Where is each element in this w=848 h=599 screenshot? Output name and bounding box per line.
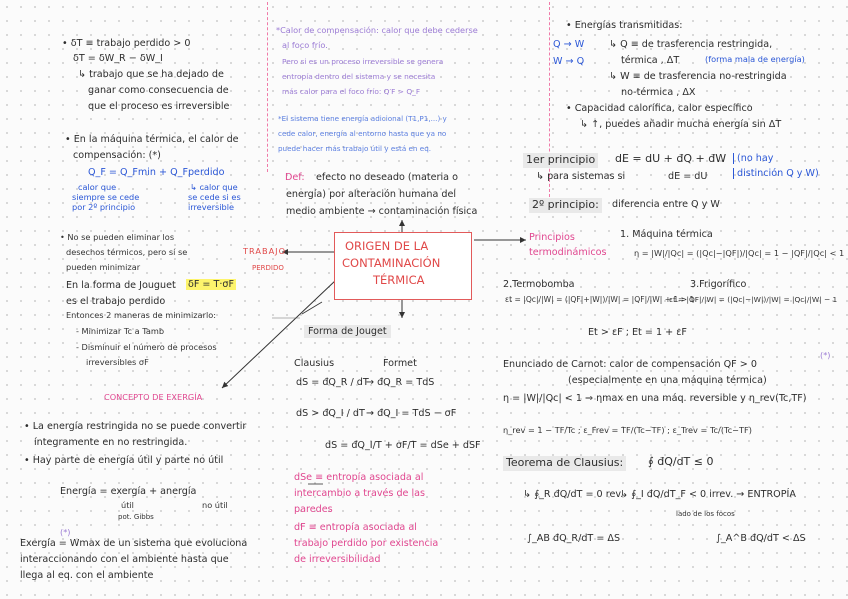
capacidad: • Capacidad calorífica, calor específico (566, 103, 753, 114)
no-util-label: no útil (202, 500, 228, 510)
primer-principio: 1er principio (523, 153, 598, 168)
pero-2: entropía dentro del sistema y se necesita (282, 72, 436, 81)
joguet-text: En la forma de Jouguet (66, 280, 176, 291)
maquina-eq: η = |W|/|Qc| = (|Qc|−|QF|)/|Qc| = 1 − |QF|/|Qc| < 1 (634, 248, 845, 258)
dsf-2: trabajo perdido por existencia (294, 538, 439, 549)
calor-que2-1: ↳ calor que (190, 182, 238, 192)
no-hay-2: distinción Q y W) (733, 168, 819, 179)
maquina-term: 1. Máquina térmica (620, 229, 713, 240)
de-du: dE = dU (668, 171, 708, 182)
rev-eq: ↳ ∮_R đQ/dT = 0 rev. (523, 489, 624, 500)
dt-note-1: ↳ trabajo que se ha dejado de (78, 69, 224, 80)
carnot-2: (especialmente en una máquina térmica) (568, 375, 767, 386)
dt-note-3: que el proceso es irreversible (88, 101, 230, 112)
entonces: Entonces 2 maneras de minimizarlo: (66, 310, 216, 320)
teorema: Teorema de Clausius: (503, 456, 626, 471)
sistema-2: cede calor, energía al entorno hasta que ya no (278, 129, 447, 138)
termobomba-eq: εt = |Qc|/|W| = (|QF|+|W|)/|W| = |QF|/|W| + 1 > 1 (505, 295, 695, 304)
qf-formula: Q_F = Q_Fmin + Q_Fperdido (88, 167, 225, 178)
principios-1: Principios (529, 232, 575, 243)
capacidad-2: ↳ ↑, puedes añadir mucha energía sin ΔT (580, 119, 782, 130)
eq1b: → đQ_R = TdS (366, 377, 435, 388)
eta-ineq: η = |W|/|Qc| < 1 ⇒ ηmax en una máq. reversible y η_rev(Tc,TF) (503, 393, 807, 404)
calor-que-1: calor que (78, 182, 117, 192)
exergia-def-3: llega al eq. con el ambiente (20, 570, 154, 581)
teorema-eq: ∮ đQ/dT ≤ 0 (648, 455, 714, 468)
frigorifico: 3.Frigorífico (690, 279, 747, 290)
origen-1: ORIGEN DE LA (345, 239, 429, 253)
segundo-principio: 2º principio: (529, 198, 602, 213)
no-eliminar-2: desechos térmicos, pero sí se (66, 247, 188, 257)
eq2b: → đQ_I = TdS − σF (366, 408, 457, 419)
principios-2: termodinámicos (529, 247, 607, 258)
calor-comp-1: *Calor de compensación: calor que debe cederse (276, 25, 478, 35)
calor-que2-3: irreversible (188, 202, 235, 212)
int-ab: ∫_AB đQ_R/dT = ΔS (527, 533, 621, 544)
min-1: - Minimizar Tc a Tamb (76, 326, 165, 336)
forma-jouget: Forma de Jouget (304, 325, 391, 338)
w-to-q: W → Q (553, 56, 585, 67)
maquina-1: • En la máquina térmica, el calor de (65, 134, 239, 145)
carnot: Enunciado de Carnot: calor de compensación QF > 0 (503, 359, 757, 370)
trabajo-label-1: TRABAJO (243, 246, 287, 256)
int-ab-2: ∫_A^B đQ/dT < ΔS (716, 533, 806, 544)
dsf-1: dF ≡ entropía asociada al (294, 522, 417, 533)
eta-rev: η_rev = 1 − TF/Tc ; ε_Frev = TF/(Tc−TF) ; ε_Trev = Tc/(Tc−TF) (503, 425, 752, 435)
q-rest-1: ↳ Q ≡ de trasferencia restringida, (609, 39, 773, 50)
joguet-formula: δF = T·σF (188, 279, 235, 290)
sistema-3: puede hacer más trabajo útil y está en eq. (278, 144, 432, 153)
def-text-2: energía) por alteración humana del (286, 189, 457, 200)
pero-1: Pero si es un proceso irreversible se genera (282, 57, 444, 66)
exergia-def-2: interaccionando con el ambiente hasta que (20, 554, 229, 565)
calor-que2-2: se cede si es (188, 192, 241, 202)
dse-3: paredes (294, 504, 333, 515)
segundo-text: diferencia entre Q y W (612, 199, 720, 210)
no-hay-1: (no hay (733, 153, 773, 164)
pero-3: más calor para el foco frío: Q′F > Q_F (282, 87, 421, 96)
q-to-w: Q → W (553, 39, 585, 50)
eq2a: dS > đQ_I / dT (296, 408, 365, 419)
frig-eq: εf = |QF|/|W| = (|Qc|−|W|)/|W| = |Qc|/|W| − 1 (669, 295, 838, 304)
sistema-1: *El sistema tiene energía adicional (T1,P1,...) y (278, 114, 447, 123)
trabajo-label-2: PERDIDO (252, 264, 284, 272)
min-2b: irreversibles σF (86, 357, 149, 367)
concepto-exergia: CONCEPTO DE EXERGÍA (104, 392, 203, 402)
termobomba: 2.Termobomba (503, 279, 575, 290)
def-text-1: efecto no deseado (materia o (316, 172, 458, 183)
q-rest-2: térmica , ΔT (621, 55, 680, 66)
no-eliminar-1: • No se pueden eliminar los (60, 232, 175, 242)
def-text-3: medio ambiente → contaminación física (286, 206, 478, 217)
def-label: Def: (285, 172, 305, 183)
util-label: útil (121, 500, 134, 510)
exergia-def-1: Exergía = Wmax de un sistema que evoluciona (20, 538, 248, 549)
exergia-star: (*) (60, 527, 71, 537)
hay-parte: • Hay parte de energía útil y parte no útil (24, 455, 224, 466)
dse-2: intercambio a través de las (294, 488, 426, 499)
clausius-label: Clausius (294, 358, 335, 369)
dsf-3: de irreversibilidad (294, 554, 381, 565)
energia-rest-1: • La energía restringida no se puede convertir (24, 421, 247, 432)
calor-que-2: siempre se cede (72, 192, 140, 202)
et-ef: Et > εF ; Et = 1 + εF (588, 327, 687, 338)
origen-3: TÉRMICA (373, 273, 425, 287)
pot-gibbs: pot. Gibbs (118, 513, 154, 521)
maquina-2: compensación: (*) (73, 150, 161, 161)
trabajo-perdido: es el trabajo perdido (66, 296, 166, 307)
irrev-eq: ↳ ∮_I đQ/dT_F < 0 irrev. → ENTROPÍA (620, 489, 796, 500)
min-2a: - Disminuir el número de procesos (76, 342, 217, 352)
no-eliminar-3: pueden minimizar (66, 262, 141, 272)
def-dt: • δT ≡ trabajo perdido > 0 (62, 38, 191, 49)
lado-focos: lado de los focos (676, 510, 735, 518)
dse-1: dSe ≡ entropía asociada al (294, 472, 424, 483)
forma-mala: (forma mala de energía) (705, 54, 805, 64)
energia-rest-2: íntegramente en no restringida. (34, 437, 188, 448)
primer-eq: dE = dU + đQ + đW (615, 152, 727, 165)
energias: • Energías transmitidas: (566, 20, 683, 31)
origen-2: CONTAMINACIÓN (342, 256, 441, 270)
calor-comp-2: al foco frío. (282, 40, 328, 50)
calor-que-3: por 2º principio (72, 202, 136, 212)
eq1a: dS = đQ_R / dT (296, 377, 369, 388)
w-rest-1: ↳ W ≡ de trasferencia no-restringida (609, 71, 787, 82)
dt-note-2: ganar como consecuencia de (88, 85, 229, 96)
carnot-star: (*) (820, 350, 831, 360)
energia-eq: Energía = exergía + anergía (60, 486, 197, 497)
para-sistemas: ↳ para sistemas si (536, 171, 626, 182)
eq3: dS = đQ_I/T + σF/T = dSe + dSF (325, 440, 481, 451)
formet-label: Formet (383, 358, 417, 369)
dt-formula: δT = δW_R − δW_I (73, 53, 163, 64)
w-rest-2: no-térmica , ΔX (621, 87, 696, 98)
